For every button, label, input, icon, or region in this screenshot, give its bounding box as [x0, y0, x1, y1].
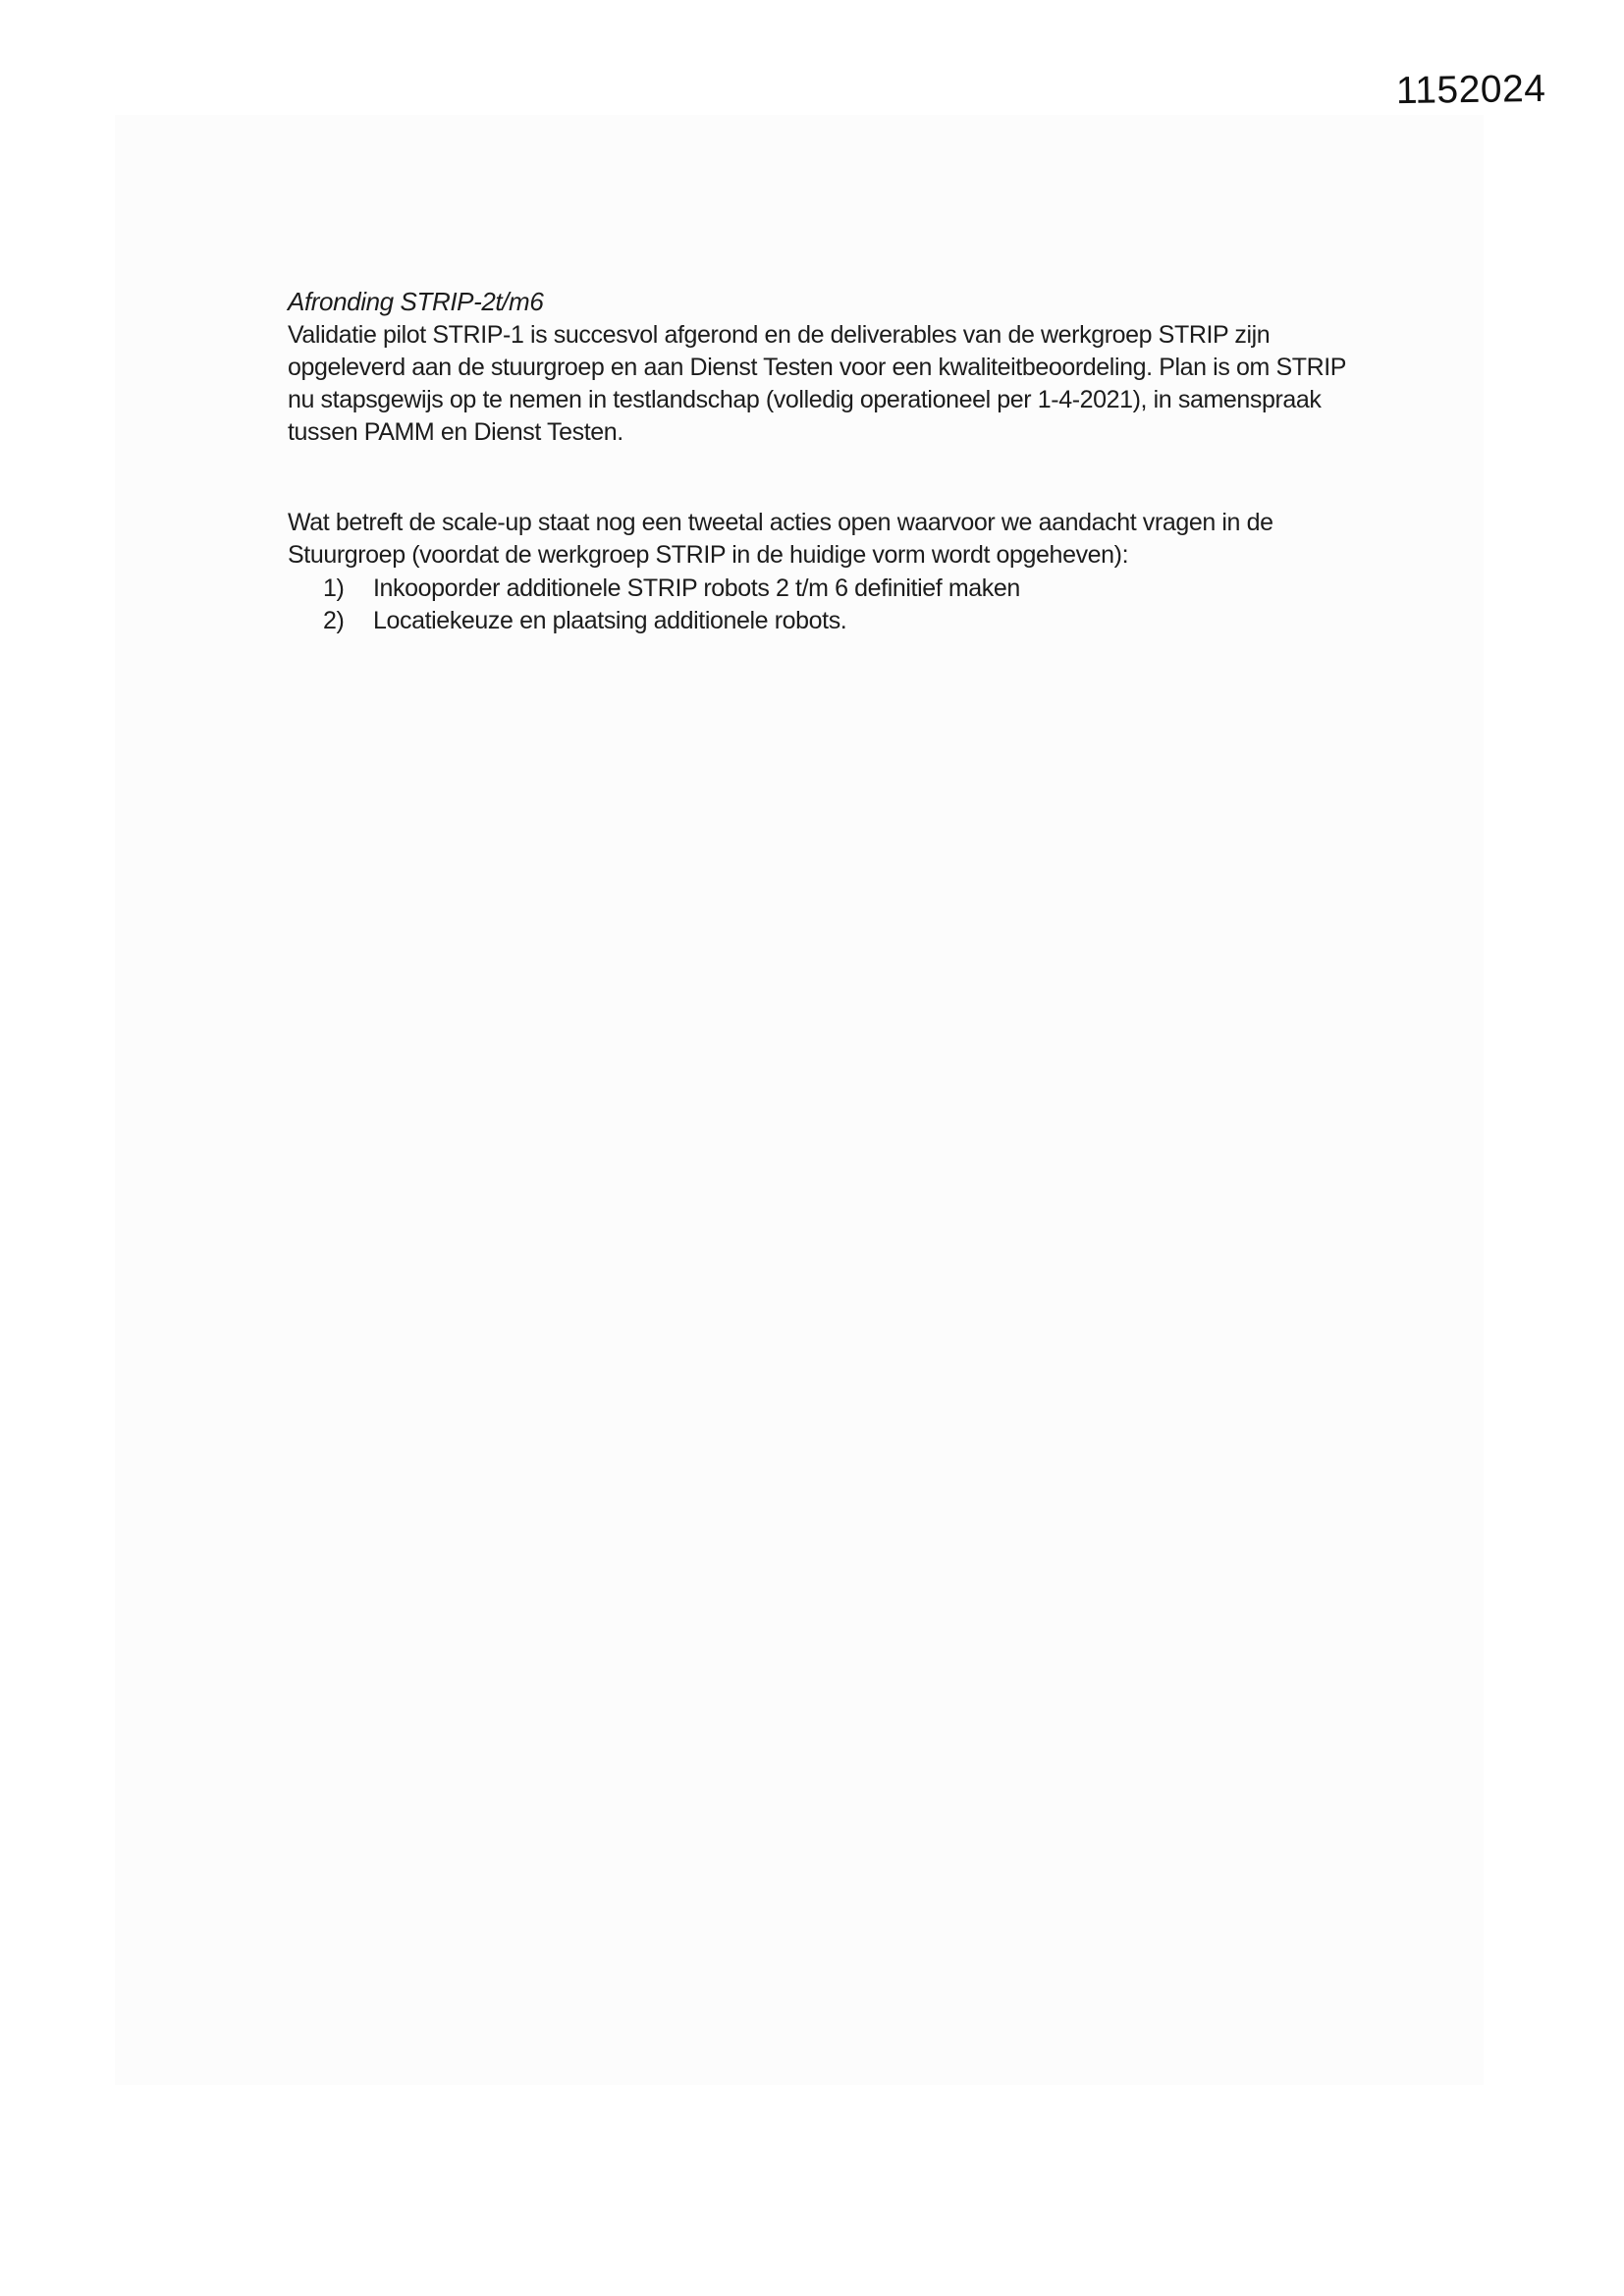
list-item-text: Locatiekeuze en plaatsing additionele robots.	[373, 607, 847, 634]
page-id-number: 1152024	[1395, 67, 1546, 113]
paragraph-line: Validatie pilot STRIP-1 is succesvol afgerond en de deliverables van de werkgroep STRIP zijn	[288, 321, 1271, 349]
section-heading: Afronding STRIP-2t/m6	[288, 287, 544, 316]
paragraph-validatie	[288, 319, 1446, 449]
paragraph-scale-up	[288, 507, 1446, 572]
paragraph-line: tussen PAMM en Dienst Testen.	[288, 418, 623, 446]
action-items-list	[288, 573, 1446, 637]
document-content	[288, 286, 1446, 637]
paragraph-line: Stuurgroep (voordat de werkgroep STRIP in de huidige vorm wordt opgeheven):	[288, 541, 1129, 569]
list-item	[323, 573, 1446, 605]
list-item-text: Inkooporder additionele STRIP robots 2 t/m 6 definitief maken	[373, 574, 1020, 602]
list-item	[323, 605, 1446, 637]
paragraph-line: opgeleverd aan de stuurgroep en aan Dienst Testen voor een kwaliteitbeoordeling. Plan is om STRIP	[288, 354, 1347, 381]
paragraph-line: nu stapsgewijs op te nemen in testlandschap (volledig operationeel per 1-4-2021), in samenspraak	[288, 386, 1322, 413]
list-item-number: 1)	[323, 574, 345, 602]
list-item-number: 2)	[323, 607, 345, 634]
paragraph-line: Wat betreft de scale-up staat nog een tweetal acties open waarvoor we aandacht vragen in de	[288, 509, 1273, 536]
